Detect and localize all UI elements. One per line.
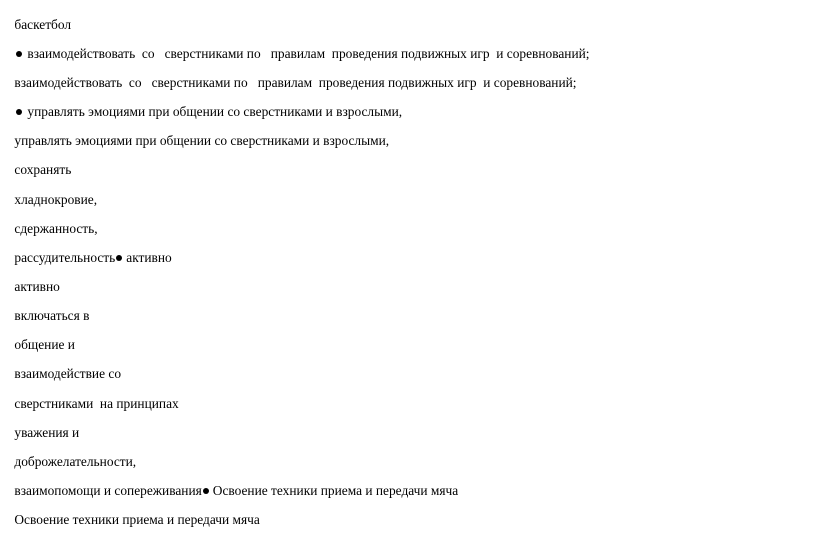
text-line-peers (1, 380, 179, 411)
line-text: уважения и (14, 425, 80, 440)
bullet-line-interact (1, 30, 590, 61)
text-line-basketball (1, 1, 72, 32)
text-line-prudence (1, 234, 172, 265)
bullet-line-emotions (1, 88, 403, 119)
line-text: взаимодействие со (14, 366, 122, 381)
bullet-dot-icon (116, 255, 122, 261)
line-text: общение и (14, 337, 75, 352)
bullet-dot-icon (203, 488, 209, 494)
line-text: взаимодействовать со сверстниками по правилам проведения подвижных игр и соревнований; (14, 75, 577, 90)
line-text: Освоение техники приема и передачи мяча (14, 512, 260, 527)
line-text: сдержанность, (14, 221, 98, 236)
line-text: хладнокровие, (14, 192, 98, 207)
line-tail-text: Освоение техники приема и передачи мяча (212, 483, 459, 498)
text-line-interact (1, 59, 577, 90)
text-line-engage (1, 292, 90, 323)
line-text: сохранять (14, 162, 72, 177)
text-line-ball-technique (1, 496, 260, 527)
bullet-dot-icon (16, 51, 22, 57)
text-line-actively (1, 263, 60, 294)
text-line-communication (1, 321, 75, 352)
line-text: доброжелательности, (14, 454, 137, 469)
line-text: взаимодействовать со сверстниками по правилам проведения подвижных игр и соревнований; (27, 46, 590, 61)
line-text: активно (14, 279, 60, 294)
text-line-goodwill (1, 438, 137, 469)
line-text: включаться в (14, 308, 90, 323)
line-tail-text: активно (126, 250, 172, 265)
line-text: рассудительность (14, 250, 116, 265)
text-line-composure (1, 176, 98, 207)
text-line-respect (1, 409, 80, 440)
text-line-emotions (1, 117, 390, 148)
text-line-restraint (1, 205, 98, 236)
text-line-keep (1, 146, 72, 177)
line-text: сверстниками на принципах (14, 396, 179, 411)
line-text: управлять эмоциями при общении со сверстниками и взрослыми, (27, 104, 403, 119)
line-text: управлять эмоциями при общении со сверстниками и взрослыми, (14, 133, 390, 148)
line-text: взаимопомощи и сопереживания (14, 483, 202, 498)
line-text: баскетбол (14, 17, 72, 32)
text-line-mutual-aid (1, 467, 459, 498)
bullet-dot-icon (16, 109, 22, 115)
text-line-interaction (1, 350, 122, 381)
